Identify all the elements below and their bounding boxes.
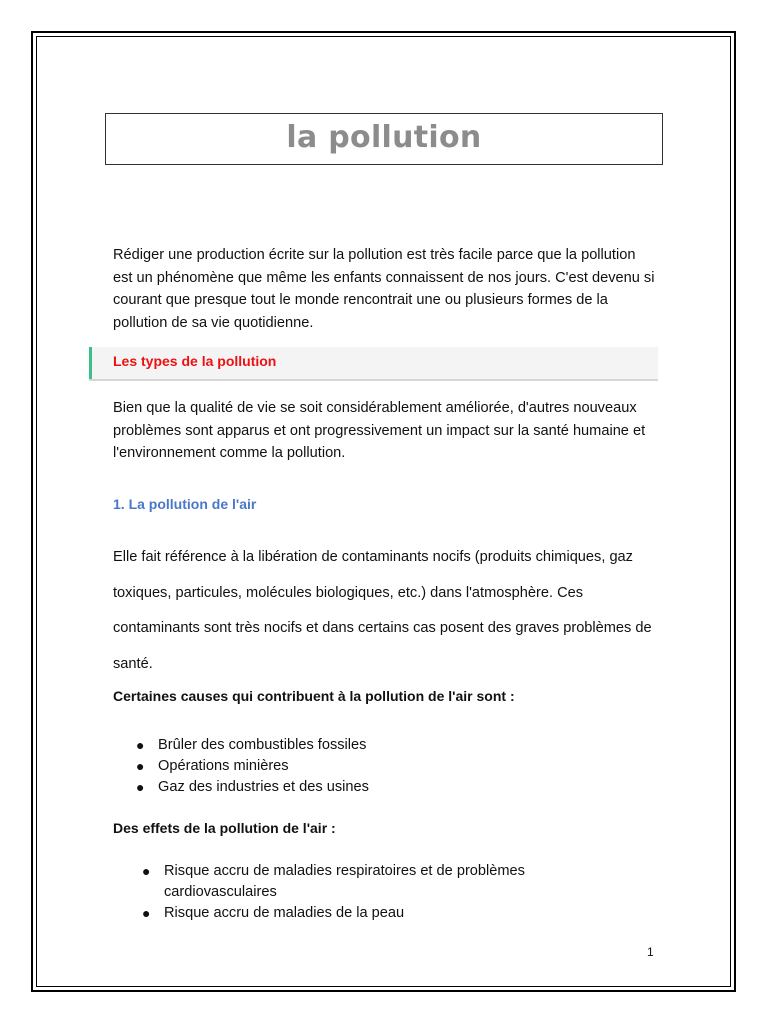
list-item: [136, 735, 636, 756]
cause-text: Opérations minières: [158, 758, 289, 774]
intro-paragraph: Rédiger une production écrite sur la pollution est très facile parce que la pollution est un phénomène que même les enfants connaissent de nos jours. C'est devenu si courant que presque tout le monde rencontrait une ou plusieurs formes de la pollution de sa vie quotidienne.: [113, 247, 655, 332]
list-item: [136, 777, 636, 798]
quality-paragraph: Bien que la qualité de vie se soit considérablement améliorée, d'autres nouveaux problèmes sont apparus et ont progressivement un impact sur la santé humaine et l'environnement comme la pollution.: [113, 400, 646, 462]
effects-list: [142, 861, 612, 924]
cause-text: Brûler des combustibles fossiles: [158, 737, 367, 753]
title-box: [105, 113, 663, 165]
bullet-icon: ●: [136, 737, 145, 753]
bullet-icon: ●: [142, 863, 151, 879]
document-title: la pollution: [286, 120, 482, 155]
list-item: [142, 903, 612, 924]
page-number: 1: [647, 945, 654, 959]
causes-heading: Certaines causes qui contribuent à la pollution de l'air sont :: [113, 688, 515, 704]
effect-text: Risque accru de maladies respiratoires et de problèmes cardiovasculaires: [164, 863, 525, 900]
cause-text: Gaz des industries et des usines: [158, 779, 369, 795]
air-pollution-heading: 1. La pollution de l'air: [113, 496, 257, 512]
bullet-icon: ●: [136, 779, 145, 795]
list-item: [142, 861, 612, 903]
bullet-icon: ●: [136, 758, 145, 774]
causes-list: [136, 735, 636, 798]
list-item: [136, 756, 636, 777]
types-heading-bar: [89, 347, 658, 381]
air-pollution-description: Elle fait référence à la libération de contaminants nocifs (produits chimiques, gaz toxiques, particules, molécules biologiques, etc.) dans l'atmosphère. Ces contaminants sont très nocifs et dans certains cas posent des graves problèmes de santé.: [113, 549, 652, 672]
types-heading-accent: [89, 347, 92, 379]
bullet-icon: ●: [142, 905, 151, 921]
effect-text: Risque accru de maladies de la peau: [164, 905, 405, 921]
types-heading: Les types de la pollution: [113, 353, 277, 369]
effects-heading: Des effets de la pollution de l'air :: [113, 820, 336, 836]
